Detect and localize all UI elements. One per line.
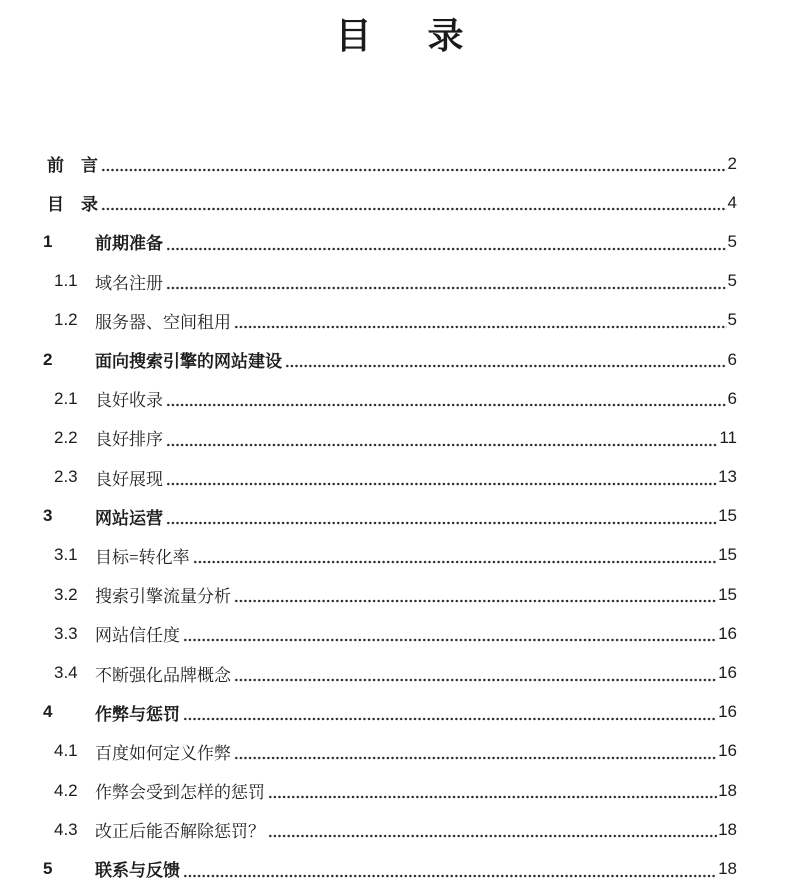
toc-entry-page: 18 <box>718 780 737 800</box>
toc-entry-number: 4.1 <box>54 741 78 761</box>
toc-entry-title: 良好排序 <box>95 430 163 450</box>
toc-entry-title: 作弊与惩罚 <box>95 704 180 724</box>
toc-entry-title: 不断强化品牌概念 <box>95 665 231 685</box>
toc-entry-page: 11 <box>719 427 737 447</box>
page-title: 目 录 <box>335 15 474 56</box>
toc-entry-number: 5 <box>43 858 53 878</box>
toc-entry-title: 百度如何定义作弊 <box>95 743 231 763</box>
toc-entry-title: 面向搜索引擎的网站建设 <box>95 352 282 372</box>
toc-leader-dots <box>183 693 717 732</box>
toc-entry[interactable] <box>0 653 737 692</box>
toc-entry-page: 18 <box>718 858 737 878</box>
toc-entry-title: 目标=转化率 <box>95 547 190 567</box>
toc-leader-dots <box>101 183 727 222</box>
toc-entry-number: 2.3 <box>54 467 78 487</box>
toc-leader-dots <box>166 458 717 497</box>
toc-entry-page: 15 <box>718 545 737 565</box>
toc-leader-dots <box>193 536 717 575</box>
toc-entry[interactable] <box>0 614 737 653</box>
toc-entry-page: 18 <box>718 819 737 839</box>
toc-entry[interactable] <box>0 810 737 849</box>
toc-entry-number: 1.1 <box>54 271 78 291</box>
toc-leader-dots <box>101 144 727 183</box>
toc-entry-title: 前 言 <box>47 156 98 176</box>
toc-leader-dots <box>166 497 717 536</box>
toc-entry-page: 2 <box>727 153 737 173</box>
toc-leader-dots <box>166 379 727 418</box>
toc-entry[interactable] <box>0 340 737 379</box>
toc-entry-title: 目 录 <box>47 195 98 215</box>
toc-leader-dots <box>234 301 727 340</box>
toc-entry-page: 16 <box>718 663 737 683</box>
toc-entry[interactable] <box>0 575 737 614</box>
toc-entry-title: 改正后能否解除惩罚？ <box>95 822 265 842</box>
toc-entry-number: 4.3 <box>54 819 78 839</box>
toc-leader-dots <box>234 732 717 771</box>
toc-entry-title: 搜索引擎流量分析 <box>95 587 231 607</box>
toc-leader-dots <box>183 849 717 885</box>
toc-entry[interactable] <box>0 262 737 301</box>
toc-entry-page: 4 <box>727 192 737 212</box>
toc-entry-page: 16 <box>718 702 737 722</box>
toc-entry[interactable] <box>0 732 737 771</box>
toc-entry[interactable] <box>0 301 737 340</box>
toc-entry[interactable] <box>0 771 737 810</box>
toc-entry-number: 3 <box>43 506 53 526</box>
toc-entry[interactable] <box>0 849 737 885</box>
toc-entry[interactable] <box>0 379 737 418</box>
toc-leader-dots <box>268 771 717 810</box>
toc-entry-number: 4.2 <box>54 780 78 800</box>
toc-entry-title: 网站运营 <box>95 508 163 528</box>
toc-entry-title: 服务器、空间租用 <box>95 312 231 332</box>
toc-leader-dots <box>166 222 727 261</box>
toc-entry-page: 5 <box>727 310 737 330</box>
toc-entry-number: 2.1 <box>54 388 78 408</box>
toc-entry-page: 16 <box>718 623 737 643</box>
toc-entry-page: 6 <box>727 388 737 408</box>
toc-entry[interactable] <box>0 458 737 497</box>
toc-entry-number: 1 <box>43 231 53 251</box>
toc-entry-title: 联系与反馈 <box>95 861 180 881</box>
toc-entry-page: 5 <box>727 231 737 251</box>
toc-entry[interactable] <box>0 497 737 536</box>
toc-entry-number: 2 <box>43 349 53 369</box>
toc-entry-number: 3.3 <box>54 623 78 643</box>
toc-leader-dots <box>166 418 718 457</box>
toc-leader-dots <box>234 575 717 614</box>
toc-entry-page: 6 <box>727 349 737 369</box>
toc-entry[interactable] <box>0 536 737 575</box>
toc-leader-dots <box>183 614 717 653</box>
toc-leader-dots <box>166 262 727 301</box>
toc-entry-number: 1.2 <box>54 310 78 330</box>
toc-entry-page: 13 <box>718 467 737 487</box>
toc-entry[interactable] <box>0 183 737 222</box>
toc-entry-number: 4 <box>43 702 53 722</box>
toc-entry-title: 域名注册 <box>95 273 163 293</box>
toc-leader-dots <box>268 810 717 849</box>
toc-entry[interactable] <box>0 693 737 732</box>
toc-entry-title: 良好展现 <box>95 469 163 489</box>
toc-entry-page: 5 <box>727 271 737 291</box>
toc-entry-page: 16 <box>718 741 737 761</box>
toc-entry-title: 良好收录 <box>95 391 163 411</box>
toc-entry-title: 网站信任度 <box>95 626 180 646</box>
toc-entry-page: 15 <box>718 584 737 604</box>
toc-entry-number: 3.1 <box>54 545 78 565</box>
toc-entry-number: 3.4 <box>54 663 78 683</box>
toc-entry[interactable] <box>0 144 737 183</box>
toc-entry-number: 2.2 <box>54 427 78 447</box>
toc-entry-title: 前期准备 <box>95 234 163 254</box>
toc-leader-dots <box>234 653 717 692</box>
toc-entry-page: 15 <box>718 506 737 526</box>
toc-list <box>0 144 799 885</box>
toc-entry-title: 作弊会受到怎样的惩罚 <box>95 783 265 803</box>
toc-entry[interactable] <box>0 222 737 261</box>
toc-entry-number: 3.2 <box>54 584 78 604</box>
toc-entry[interactable] <box>0 418 737 457</box>
toc-leader-dots <box>285 340 727 379</box>
